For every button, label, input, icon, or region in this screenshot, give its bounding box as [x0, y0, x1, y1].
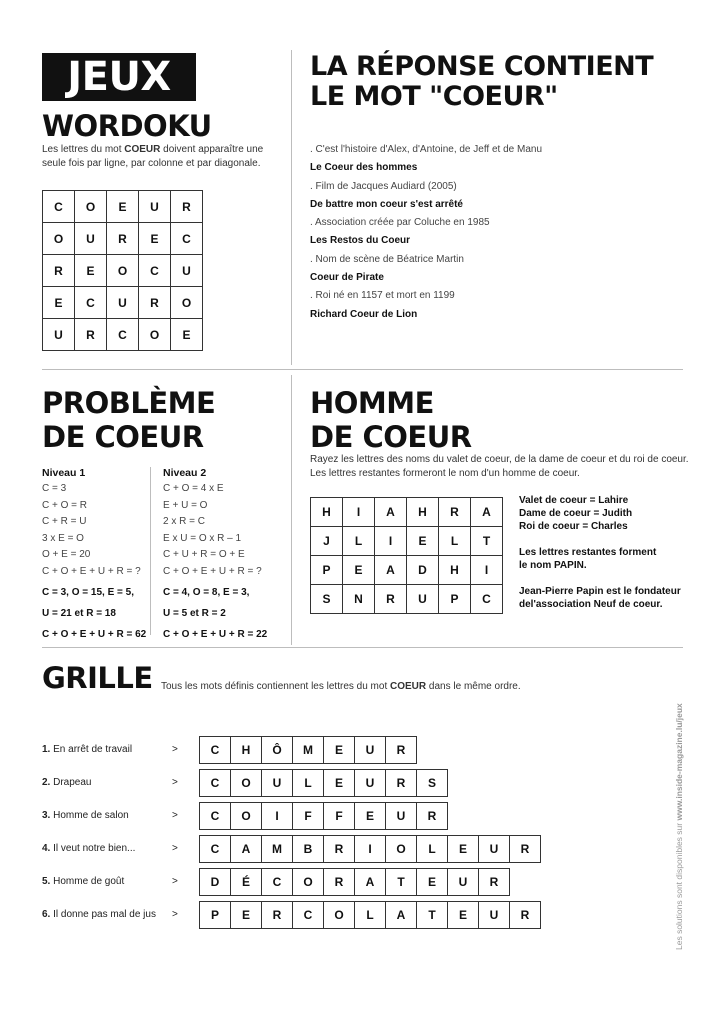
grille-cell: E [323, 736, 355, 764]
grille-clue-number: 1. [42, 744, 51, 755]
wordoku-cell: U [43, 319, 75, 351]
niveau1-equation: C + O = R [42, 499, 88, 511]
homme-grid [310, 497, 503, 614]
homme-ans-valet: Valet de coeur = Lahire [519, 495, 629, 506]
grille-arrow: > [172, 909, 178, 920]
homme-cell: L [439, 527, 471, 556]
homme-title [310, 386, 472, 454]
wordoku-cell: E [75, 255, 107, 287]
homme-cell: T [471, 527, 503, 556]
homme-intro-line1: Rayez les lettres des noms du valet de coeur, de la dame de coeur et du roi de coeur. [310, 454, 689, 465]
wordoku-intro-post: doivent apparaître une seule fois par ligne, par colonne et par diagonale. [42, 144, 264, 169]
footer-url: www.inside-magazine.lu/jeux [674, 703, 684, 821]
clue-answer: Coeur de Pirate [310, 272, 384, 284]
divider-horizontal-middle [42, 369, 683, 370]
grille-cell: C [292, 901, 324, 929]
grille-cell: U [354, 769, 386, 797]
homme-cell: R [375, 585, 407, 614]
footer-pre: Les solutions sont disponibles sur [674, 820, 684, 950]
grille-cell: U [354, 736, 386, 764]
grille-cell: S [416, 769, 448, 797]
homme-cell: P [311, 556, 343, 585]
grille-cell: R [478, 868, 510, 896]
grille-arrow: > [172, 777, 178, 788]
wordoku-cell: E [43, 287, 75, 319]
niveau2-block [163, 465, 288, 580]
grille-cell: E [416, 868, 448, 896]
grille-cell: R [261, 901, 293, 929]
grille-cells [200, 802, 448, 830]
footer-solutions [674, 703, 684, 950]
niveau1-solution [42, 582, 146, 645]
grille-cell: R [385, 736, 417, 764]
homme-ans-rest2: le nom PAPIN. [519, 560, 587, 571]
homme-title-line1: HOMME [310, 386, 434, 420]
grille-intro-pre: Tous les mots définis contiennent les lettres du mot [161, 681, 391, 692]
probleme-title-line2: DE COEUR [42, 420, 204, 454]
grille-arrow: > [172, 876, 178, 887]
grille-clue-text: Homme de salon [50, 810, 129, 821]
grille-arrow: > [172, 744, 178, 755]
homme-ans-rest1: Les lettres restantes forment [519, 547, 657, 558]
niveau1-equation: C = 3 [42, 483, 67, 494]
homme-ans-dame: Dame de coeur = Judith [519, 508, 633, 519]
grille-cell: E [323, 769, 355, 797]
grille-cell: U [447, 868, 479, 896]
grille-clue-text: Il veut notre bien... [50, 843, 136, 854]
grille-intro [161, 680, 521, 694]
grille-arrow: > [172, 810, 178, 821]
niveau2-solution [163, 582, 267, 645]
homme-cell: U [407, 585, 439, 614]
grille-cells [200, 868, 510, 896]
grille-cell: L [292, 769, 324, 797]
homme-row [311, 498, 503, 527]
grille-cell: P [199, 901, 231, 929]
homme-cell: N [343, 585, 375, 614]
niveau1-sol-line3: C + O + E + U + R = 62 [42, 629, 147, 640]
divider-horizontal-bottom [42, 647, 683, 648]
grille-clue-number: 6. [42, 909, 51, 920]
grille-cell: M [261, 835, 293, 863]
homme-ans-roi: Roi de coeur = Charles [519, 521, 628, 532]
divider-vertical-middle [291, 375, 292, 645]
grille-clue-text: Il donne pas mal de jus [50, 909, 156, 920]
grille-cell: A [385, 901, 417, 929]
grille-cell: O [230, 769, 262, 797]
grille-cell: U [478, 901, 510, 929]
grille-clue-number: 3. [42, 810, 51, 821]
grille-cell: C [199, 736, 231, 764]
wordoku-cell: U [107, 287, 139, 319]
grille-cell: L [354, 901, 386, 929]
grille-intro-word: COEUR [390, 681, 427, 692]
homme-intro [310, 453, 690, 481]
wordoku-row [43, 191, 203, 223]
homme-answers [519, 494, 681, 611]
grille-cell: M [292, 736, 324, 764]
homme-intro-line2: Les lettres restantes formeront le nom d'un homme de coeur. [310, 468, 580, 479]
grille-cell: R [509, 835, 541, 863]
wordoku-cell: O [171, 287, 203, 319]
grille-arrow: > [172, 843, 178, 854]
grille-cell: C [199, 835, 231, 863]
homme-cell: D [407, 556, 439, 585]
homme-cell: A [375, 556, 407, 585]
wordoku-cell: C [139, 255, 171, 287]
niveau2-equation: C + U + R = O + E [163, 549, 245, 560]
niveau2-equation: E + U = O [163, 499, 208, 511]
wordoku-cell: U [139, 191, 171, 223]
grille-cell: T [416, 901, 448, 929]
grille-cell: F [323, 802, 355, 830]
wordoku-cell: O [139, 319, 171, 351]
grille-cells [200, 835, 541, 863]
grille-cell: E [447, 901, 479, 929]
grille-cell: I [354, 835, 386, 863]
grille-intro-post: dans le même ordre. [426, 681, 521, 692]
wordoku-cell: R [43, 255, 75, 287]
homme-cell: R [439, 498, 471, 527]
wordoku-cell: U [171, 255, 203, 287]
grille-row [42, 736, 562, 764]
grille-cell: I [261, 802, 293, 830]
wordoku-cell: U [75, 223, 107, 255]
grille-row [42, 769, 562, 797]
wordoku-cell: R [171, 191, 203, 223]
grille-row [42, 868, 562, 896]
niveau1-equation: 3 x E = O [42, 532, 84, 544]
niveau1-equation: C + O + E + U + R = ? [42, 565, 141, 577]
grille-cell: O [230, 802, 262, 830]
wordoku-cell: O [43, 223, 75, 255]
grille-cell: É [230, 868, 262, 896]
niveau2-equation: E x U = O x R – 1 [163, 532, 242, 544]
niveau2-sol-line2: U = 5 et R = 2 [163, 608, 226, 619]
grille-clue-text: Homme de goût [50, 876, 125, 887]
wordoku-cell: E [107, 191, 139, 223]
grille-cell: U [261, 769, 293, 797]
wordoku-row [43, 255, 203, 287]
clue-question: . Association créée par Coluche en 1985 [310, 217, 490, 229]
grille-cell: R [323, 835, 355, 863]
homme-cell: I [471, 556, 503, 585]
grille-clue [42, 843, 135, 854]
grille-cell: C [261, 868, 293, 896]
grille-clue [42, 876, 124, 887]
homme-cell: C [471, 585, 503, 614]
wordoku-cell: O [75, 191, 107, 223]
niveau1-sol-line1: C = 3, O = 15, E = 5, [42, 587, 134, 598]
divider-vertical-top [291, 50, 292, 365]
grille-cell: U [385, 802, 417, 830]
niveau1-equation: C + R = U [42, 516, 87, 527]
grille-cell: H [230, 736, 262, 764]
homme-cell: H [407, 498, 439, 527]
grille-cell: R [323, 868, 355, 896]
clue-question: . Nom de scène de Béatrice Martin [310, 253, 464, 265]
wordoku-cell: C [107, 319, 139, 351]
wordoku-cell: C [171, 223, 203, 255]
homme-cell: P [439, 585, 471, 614]
grille-cell: F [292, 802, 324, 830]
niveau2-sol-line1: C = 4, O = 8, E = 3, [163, 587, 250, 598]
grille-cell: C [199, 769, 231, 797]
wordoku-cell: O [107, 255, 139, 287]
homme-cell: J [311, 527, 343, 556]
grille-row [42, 835, 562, 863]
homme-row [311, 556, 503, 585]
grille-cell: R [385, 769, 417, 797]
grille-row [42, 901, 562, 929]
homme-cell: H [311, 498, 343, 527]
wordoku-cell: C [75, 287, 107, 319]
wordoku-title: WORDOKU [42, 109, 212, 143]
homme-row [311, 527, 503, 556]
grille-cell: O [292, 868, 324, 896]
clue-question: . C'est l'histoire d'Alex, d'Antoine, de Jeff et de Manu [310, 144, 543, 155]
jeux-badge: JEUX [42, 53, 196, 101]
grille-clue [42, 744, 132, 755]
grille-cell: U [478, 835, 510, 863]
grille-cell: C [199, 802, 231, 830]
grille-title: GRILLE [42, 661, 153, 695]
homme-row [311, 585, 503, 614]
reponse-title-line2: LE MOT "COEUR" [310, 81, 558, 112]
grille-cells [200, 769, 448, 797]
homme-cell: I [343, 498, 375, 527]
niveau1-equation: O + E = 20 [42, 549, 91, 560]
probleme-title [42, 386, 215, 454]
grille-cell: T [385, 868, 417, 896]
grille-cell: R [509, 901, 541, 929]
niveau2-equation: C + O + E + U + R = ? [163, 565, 262, 577]
niveau2-equation: 2 x R = C [163, 516, 205, 527]
grille-cell: O [323, 901, 355, 929]
reponse-list [310, 141, 690, 324]
homme-ans-papin1: Jean-Pierre Papin est le fondateur [519, 586, 681, 597]
homme-title-line2: DE COEUR [310, 420, 472, 454]
homme-cell: S [311, 585, 343, 614]
clue-question: . Roi né en 1157 et mort en 1199 [310, 290, 455, 302]
wordoku-row [43, 287, 203, 319]
reponse-title-line1: LA RÉPONSE CONTIENT [310, 51, 654, 82]
wordoku-row [43, 223, 203, 255]
wordoku-cell: R [107, 223, 139, 255]
grille-cell: O [385, 835, 417, 863]
clue-answer: Les Restos du Coeur [310, 235, 411, 247]
niveau1-label: Niveau 1 [42, 467, 86, 479]
wordoku-row [43, 319, 203, 351]
homme-cell: A [471, 498, 503, 527]
wordoku-cell: R [75, 319, 107, 351]
grille-cells [200, 736, 417, 764]
wordoku-intro-pre: Les lettres du mot [42, 144, 125, 155]
clue-answer: De battre mon coeur s'est arrêté [310, 198, 463, 210]
niveau1-block [42, 465, 152, 580]
niveau1-sol-line2: U = 21 et R = 18 [42, 608, 116, 619]
wordoku-cell: R [139, 287, 171, 319]
wordoku-cell: E [139, 223, 171, 255]
reponse-title [310, 52, 653, 112]
wordoku-intro-word: COEUR [124, 144, 161, 155]
grille-cell: A [354, 868, 386, 896]
grille-clue [42, 909, 156, 920]
grille-clue [42, 810, 129, 821]
grille-cell: R [416, 802, 448, 830]
grille-cell: E [447, 835, 479, 863]
clue-answer: Richard Coeur de Lion [310, 308, 418, 320]
niveau2-sol-line3: C + O + E + U + R = 22 [163, 629, 268, 640]
homme-cell: I [375, 527, 407, 556]
grille-cell: E [354, 802, 386, 830]
clue-answer: Le Coeur des hommes [310, 162, 418, 174]
grille-cell: L [416, 835, 448, 863]
niveau-divider [150, 467, 151, 635]
niveau2-label: Niveau 2 [163, 467, 207, 479]
clue-question: . Film de Jacques Audiard (2005) [310, 180, 457, 192]
probleme-title-line1: PROBLÈME [42, 386, 216, 420]
homme-cell: H [439, 556, 471, 585]
niveau2-equation: C + O = 4 x E [163, 483, 224, 494]
homme-cell: L [343, 527, 375, 556]
grille-clue-text: En arrêt de travail [50, 744, 133, 755]
grille-cell: E [230, 901, 262, 929]
grille-cell: A [230, 835, 262, 863]
grille-cells [200, 901, 541, 929]
grille-clue-text: Drapeau [50, 777, 92, 788]
grille-clue [42, 777, 91, 788]
wordoku-cell: C [43, 191, 75, 223]
homme-ans-papin2: del'association Neuf de coeur. [519, 599, 663, 610]
grille-clue-number: 4. [42, 843, 51, 854]
grille-clue-number: 2. [42, 777, 51, 788]
homme-cell: E [407, 527, 439, 556]
grille-cell: B [292, 835, 324, 863]
homme-cell: A [375, 498, 407, 527]
grille-row [42, 802, 562, 830]
grille-clue-number: 5. [42, 876, 51, 887]
grille-cell: D [199, 868, 231, 896]
wordoku-grid [42, 190, 203, 351]
wordoku-intro [42, 143, 282, 171]
grille-cell: Ô [261, 736, 293, 764]
homme-cell: E [343, 556, 375, 585]
wordoku-cell: E [171, 319, 203, 351]
